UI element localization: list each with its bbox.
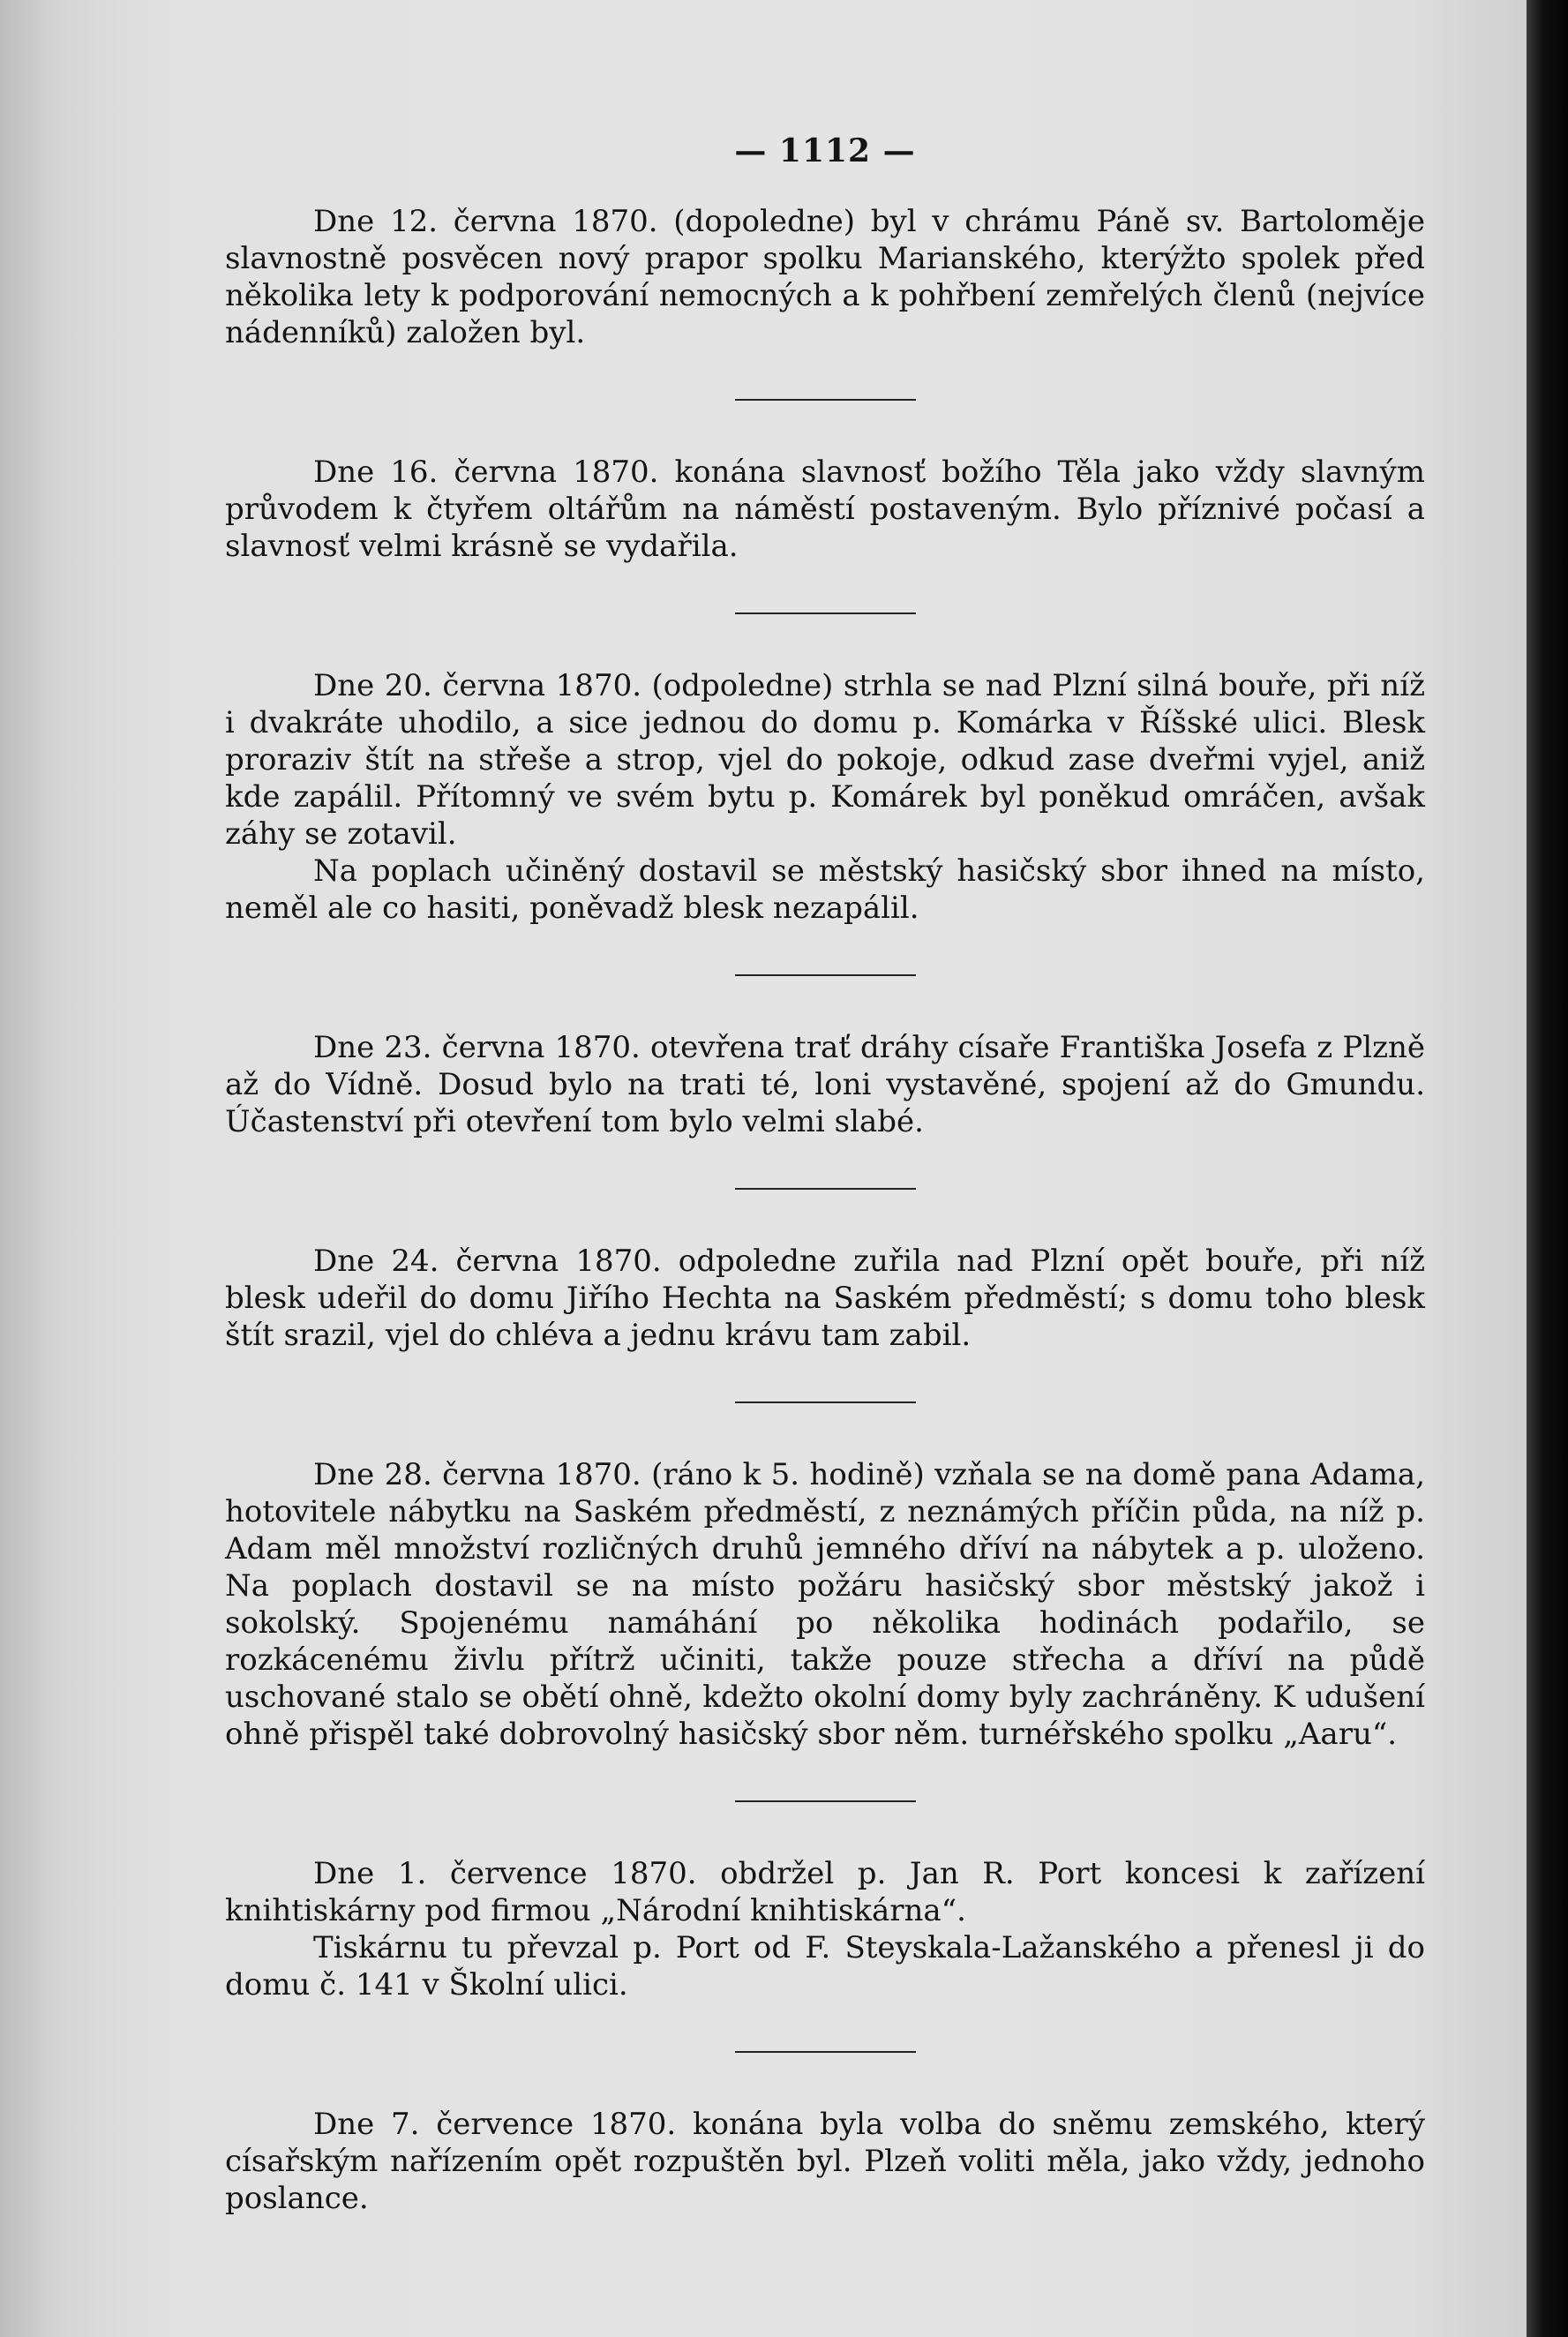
separator-rule <box>735 974 916 976</box>
page-number: — 1112 — <box>734 132 916 169</box>
separator-rule <box>735 399 916 401</box>
entry-24-june <box>225 1243 1425 1354</box>
separator-rule <box>735 1401 916 1403</box>
book-spine-edge <box>1527 0 1568 2337</box>
separator-rule <box>735 612 916 614</box>
paragraph: Tiskárnu tu převzal p. Port od F. Steyskala-Lažanského a přenesl ji do domu č. 141 v Školní ulici. <box>225 1930 1425 2003</box>
paragraph: Dne 7. července 1870. konána byla volba do sněmu zemského, který císařským nařízením opět rozpuštěn byl. Plzeň voliti měla, jako vždy, jednoho poslance. <box>225 2107 1425 2216</box>
separator-rule <box>735 2051 916 2053</box>
entry-28-june <box>225 1456 1425 1753</box>
entry-20-june <box>225 667 1425 927</box>
entry-16-june <box>225 454 1425 565</box>
separator-rule <box>735 1800 916 1802</box>
paragraph: Dne 12. června 1870. (dopoledne) byl v chrámu Páně sv. Bartoloměje slavnostně posvěcen nový prapor spolku Marianského, kterýžto spolek před několika lety k podporování nemocných a k pohřbení zemřelých členů (nejvíce nádenníků) založen byl. <box>225 204 1425 350</box>
paragraph: Na poplach učiněný dostavil se městský hasičský sbor ihned na místo, neměl ale co hasiti, poněvadž blesk nezapálil. <box>225 853 1425 926</box>
text-column <box>225 124 1425 2217</box>
paragraph: Dne 16. června 1870. konána slavnosť božího Těla jako vždy slavným průvodem k čtyřem oltářům na náměstí postaveným. Bylo příznivé počasí a slavnosť velmi krásně se vydařila. <box>225 455 1425 564</box>
paragraph: Dne 24. června 1870. odpoledne zuřila nad Plzní opět bouře, při níž blesk udeřil do domu Jiřího Hechta na Saském předměstí; s domu toho blesk štít srazil, vjel do chléva a jednu krávu tam zabil. <box>225 1244 1425 1353</box>
entry-12-june <box>225 203 1425 351</box>
paragraph: Dne 1. července 1870. obdržel p. Jan R. Port koncesi k zařízení knihtiskárny pod firmou „Národní knihtiskárna“. <box>225 1856 1425 1928</box>
entry-7-july <box>225 2106 1425 2217</box>
entry-1-july <box>225 1855 1425 2003</box>
entry-23-june <box>225 1029 1425 1140</box>
separator-rule <box>735 1188 916 1190</box>
paragraph: Dne 23. června 1870. otevřena trať dráhy císaře Františka Josefa z Plzně až do Vídně. Dosud bylo na trati té, loni vystavěné, spojení až do Gmundu. Účastenství při otevření tom bylo velmi slabé. <box>225 1030 1425 1139</box>
paragraph: Dne 20. června 1870. (odpoledne) strhla se nad Plzní silná bouře, při níž i dvakráte uhodilo, a sice jednou do domu p. Komárka v Říšské ulici. Blesk proraziv štít na střeše a strop, vjel do pokoje, odkud zase dveřmi vyjel, aniž kde zapálil. Přítomný ve svém bytu p. Komárek byl poněkud omráčen, avšak záhy se zotavil. <box>225 668 1425 852</box>
paragraph: Dne 28. června 1870. (ráno k 5. hodině) vzňala se na domě pana Adama, hotovitele nábytku na Saském předměstí, z neznámých příčin půda, na níž p. Adam měl množství rozličných druhů jemného dříví na nábytek a p. uloženo. Na poplach dostavil se na místo požáru hasičský sbor městský jakož i sokolský. Spojenému namáhání po několika hodinách podařilo, se rozkácenému živlu přítrž učiniti, takže pouze střecha a dříví na půdě uschované stalo se obětí ohně, kdežto okolní domy byly zachráněny. K udušení ohně přispěl také dobrovolný hasičský sbor něm. turnéřského spolku „Aaru“. <box>225 1457 1425 1752</box>
